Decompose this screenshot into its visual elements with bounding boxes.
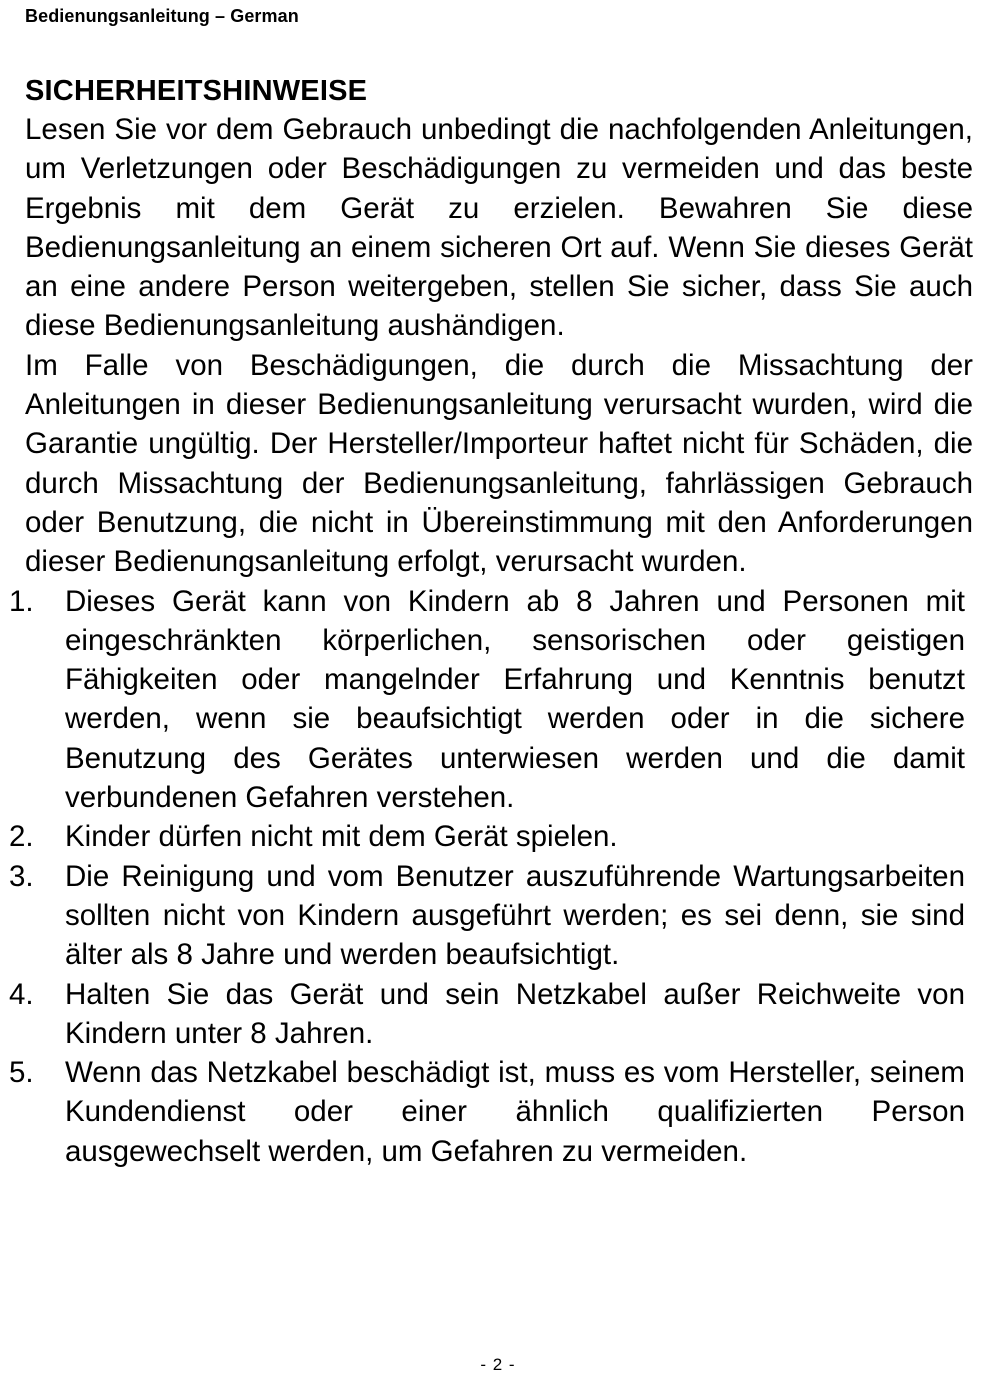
list-item-text: Wenn das Netzkabel beschädigt ist, muss es vom Hersteller, seinem Kundendienst oder einer ähnlich qualifizierten Person ausgewechselt werden, um Gefahren zu vermeiden. (65, 1056, 965, 1168)
list-item (9, 817, 973, 856)
list-item (9, 857, 973, 975)
list-item-number: 2. (9, 820, 34, 854)
list-item-text: Halten Sie das Gerät und sein Netzkabel außer Reichweite von Kindern unter 8 Jahren. (65, 977, 965, 1050)
list-item-number: 1. (9, 584, 34, 618)
page-number: - 2 - (480, 1355, 516, 1374)
list-item-text: Kinder dürfen nicht mit dem Gerät spielen. (65, 820, 618, 854)
list-item-number: 3. (9, 859, 34, 893)
list-item-number: 4. (9, 977, 34, 1011)
list-item-text: Dieses Gerät kann von Kindern ab 8 Jahren und Personen mit eingeschränkten körperlichen, sensorischen oder geistigen Fähigkeiten oder mangelnder Erfahrung und Kenntnis benutzt werden, wenn sie beaufsichtigt werden oder in die sichere Benutzung des Gerätes unterwiesen werden und die damit verbundenen Gefahren verstehen. (65, 584, 965, 815)
list-item-text: Die Reinigung und vom Benutzer auszuführende Wartungsarbeiten sollten nicht von Kindern ausgeführt werden; es sei denn, sie sind älter als 8 Jahre und werden beaufsichtigt. (65, 859, 965, 972)
list-item (9, 975, 973, 1054)
list-item-number: 5. (9, 1056, 34, 1090)
intro-paragraph: Lesen Sie vor dem Gebrauch unbedingt die nachfolgenden Anleitungen, um Verletzungen oder Beschädigungen zu vermeiden und das beste Ergebnis mit dem Gerät zu erzielen. Bewahren Sie diese Bedienungsanleitung an einem sicheren Ort auf. Wenn Sie dieses Gerät an eine andere Person weitergeben, stellen Sie sicher, dass Sie auch diese Bedienungsanleitung aushändigen. (25, 113, 973, 343)
list-item (9, 582, 973, 818)
document-header-label: Bedienungsanleitung – German (25, 6, 299, 26)
warranty-paragraph: Im Falle von Beschädigungen, die durch die Missachtung der Anleitungen in dieser Bedienungsanleitung verursacht wurden, wird die Garantie ungültig. Der Hersteller/Importeur haftet nicht für Schäden, die durch Missachtung der Bedienungsanleitung, fahrlässigen Gebrauch oder Benutzung, die nicht in Übereinstimmung mit den Anforderungen dieser Bedienungsanleitung erfolgt, verursacht wurden. (25, 348, 973, 579)
safety-instructions-list (9, 582, 973, 1171)
section-title: SICHERHEITSHINWEISE (25, 75, 368, 107)
list-item (9, 1053, 973, 1171)
safety-section (9, 72, 973, 1171)
